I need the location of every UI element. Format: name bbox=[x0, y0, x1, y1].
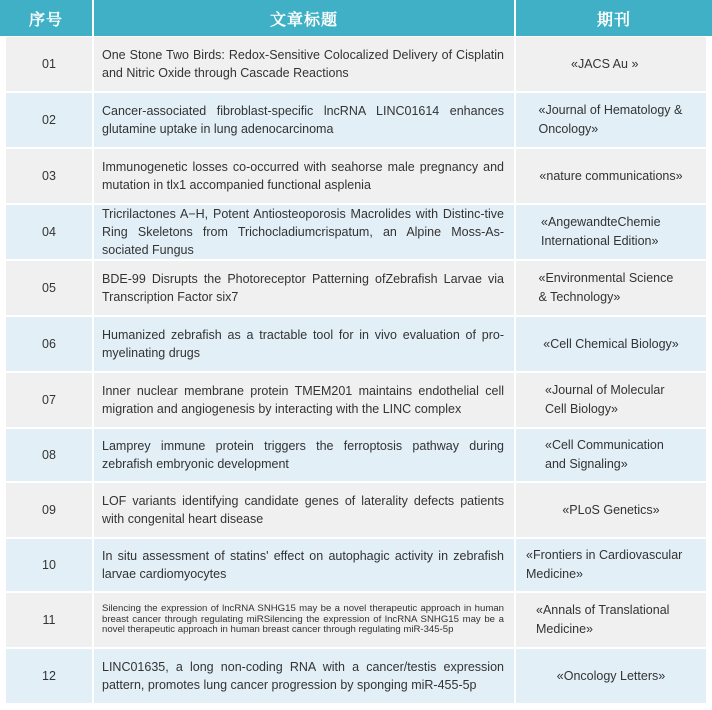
row-journal: «PLoS Genetics» bbox=[516, 483, 706, 537]
table-row bbox=[0, 93, 712, 147]
row-number: 05 bbox=[6, 261, 92, 315]
table-row bbox=[0, 205, 712, 259]
row-title: Inner nuclear membrane protein TMEM201 maintains endothelial cell migration and angiogenesis by interacting with the LINC complex bbox=[94, 373, 514, 427]
header-journal: 期刊 bbox=[516, 0, 712, 36]
row-journal: «nature communications» bbox=[516, 149, 706, 203]
row-journal: «JACS Au » bbox=[516, 37, 706, 91]
header-article-title: 文章标题 bbox=[94, 0, 514, 36]
row-number: 01 bbox=[6, 37, 92, 91]
row-number: 03 bbox=[6, 149, 92, 203]
row-journal: «Environmental Science & Technology» bbox=[516, 261, 706, 315]
row-number: 10 bbox=[6, 539, 92, 591]
row-title: Humanized zebrafish as a tractable tool for in vivo evaluation of pro-myelinating drugs bbox=[94, 317, 514, 371]
row-number: 12 bbox=[6, 649, 92, 703]
table-row bbox=[0, 149, 712, 203]
table-row bbox=[0, 483, 712, 537]
table-row bbox=[0, 373, 712, 427]
row-title: LINC01635, a long non-coding RNA with a cancer/testis expression pattern, promotes lung cancer progression by sponging miR-455-5p bbox=[94, 649, 514, 703]
row-journal: «Cell Chemical Biology» bbox=[516, 317, 706, 371]
table-header bbox=[0, 0, 712, 36]
table-row bbox=[0, 261, 712, 315]
row-title: LOF variants identifying candidate genes of laterality defects patients with congenital heart disease bbox=[94, 483, 514, 537]
row-journal: «Annals of Translational Medicine» bbox=[516, 593, 706, 647]
header-serial-number: 序号 bbox=[0, 0, 92, 36]
row-number: 02 bbox=[6, 93, 92, 147]
table-row bbox=[0, 37, 712, 91]
row-number: 08 bbox=[6, 429, 92, 481]
table-row bbox=[0, 317, 712, 371]
row-title: Lamprey immune protein triggers the ferroptosis pathway during zebrafish embryonic development bbox=[94, 429, 514, 481]
row-title: Cancer-associated fibroblast-specific lncRNA LINC01614 enhances glutamine uptake in lung adenocarcinoma bbox=[94, 93, 514, 147]
row-title: Immunogenetic losses co-occurred with seahorse male pregnancy and mutation in tlx1 accompanied functional asplenia bbox=[94, 149, 514, 203]
row-journal: «Oncology Letters» bbox=[516, 649, 706, 703]
row-journal: «Journal of Hematology & Oncology» bbox=[516, 93, 706, 147]
row-journal: «AngewandteChemie International Edition» bbox=[516, 205, 706, 259]
row-number: 11 bbox=[6, 593, 92, 647]
row-title: BDE-99 Disrupts the Photoreceptor Patterning ofZebrafish Larvae via Transcription Factor six7 bbox=[94, 261, 514, 315]
table-row bbox=[0, 539, 712, 591]
table-row bbox=[0, 429, 712, 481]
row-title: Silencing the expression of lncRNA SNHG15 may be a novel therapeutic approach in human breast cancer through regulating miRSilencing the expression of lncRNA SNHG15 may be a novel therapeutic approach in human breast cancer through regulating miR-345-5p bbox=[94, 593, 514, 647]
row-journal: «Cell Communication and Signaling» bbox=[516, 429, 706, 481]
row-title: One Stone Two Birds: Redox-Sensitive Colocalized Delivery of Cisplatin and Nitric Oxide through Cascade Reactions bbox=[94, 37, 514, 91]
table-row bbox=[0, 649, 712, 703]
table-row bbox=[0, 593, 712, 647]
row-journal: «Frontiers in Cardiovascular Medicine» bbox=[516, 539, 706, 591]
row-journal: «Journal of Molecular Cell Biology» bbox=[516, 373, 706, 427]
row-title: Tricrilactones A−H, Potent Antiosteoporosis Macrolides with Distinc-tive Ring Skeletons from Trichocladiumcrispatum, an Alpine Moss-As-sociated Fungus bbox=[94, 205, 514, 259]
row-number: 07 bbox=[6, 373, 92, 427]
row-title: In situ assessment of statins' effect on autophagic activity in zebrafish larvae cardiomyocytes bbox=[94, 539, 514, 591]
row-number: 09 bbox=[6, 483, 92, 537]
row-number: 04 bbox=[6, 205, 92, 259]
row-number: 06 bbox=[6, 317, 92, 371]
